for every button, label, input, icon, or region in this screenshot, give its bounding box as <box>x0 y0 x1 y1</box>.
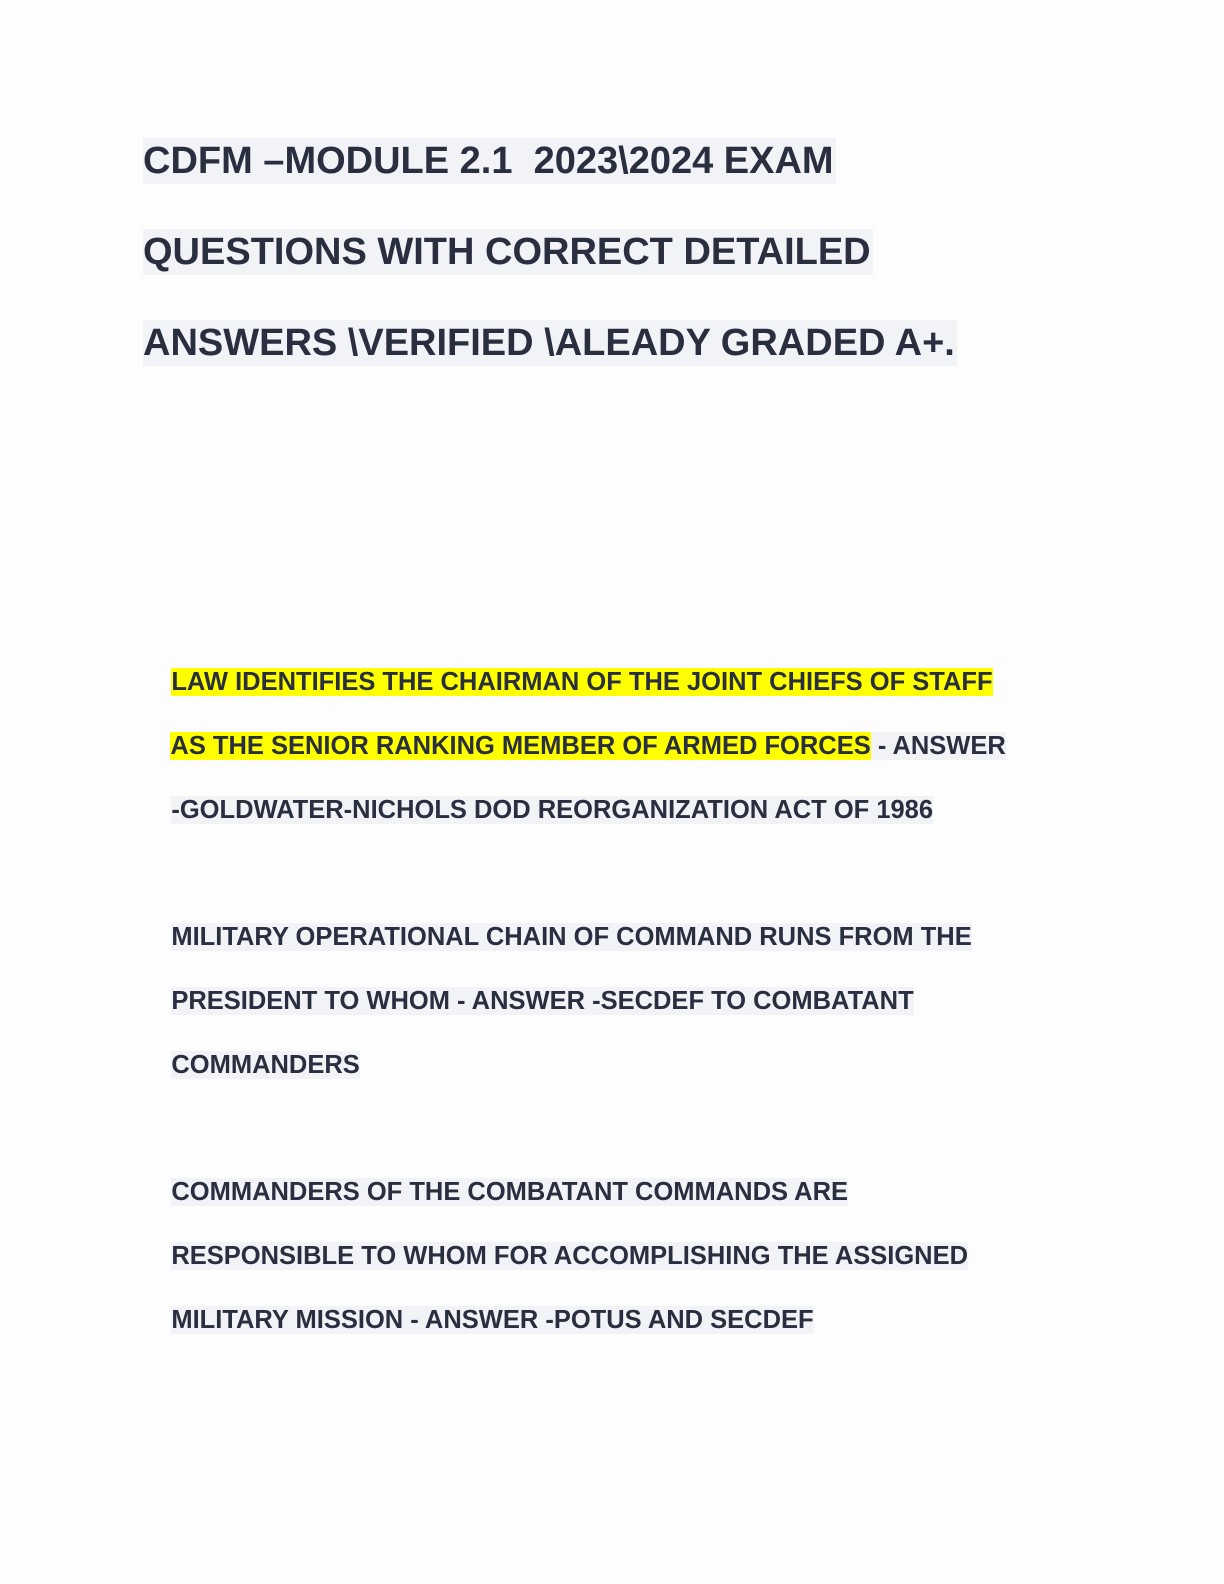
title-line-2: QUESTIONS WITH CORRECT DETAILED <box>143 231 871 273</box>
qa-3-text-1: COMMANDERS OF THE COMBATANT COMMANDS ARE <box>171 1178 848 1206</box>
qa-3-text-2: RESPONSIBLE TO WHOM FOR ACCOMPLISHING THE ASSIGNED <box>171 1242 969 1270</box>
title-line-3: ANSWERS \VERIFIED \ALEADY GRADED A+. <box>143 322 955 364</box>
qa-2-text-2: PRESIDENT TO WHOM - ANSWER -SECDEF TO COMBATANT <box>171 987 914 1015</box>
qa-1-question-highlight-1: LAW IDENTIFIES THE CHAIRMAN OF THE JOINT CHIEFS OF STAFF <box>171 668 993 696</box>
qa-2-line-3 <box>143 1017 360 1113</box>
qa-1-line-3 <box>143 762 933 858</box>
qa-3-text-3: MILITARY MISSION - ANSWER -POTUS AND SECDEF <box>171 1306 814 1334</box>
qa-1-answer: -GOLDWATER-NICHOLS DOD REORGANIZATION ACT OF 1986 <box>171 796 934 824</box>
qa-1-answer-marker: - ANSWER <box>870 732 1006 760</box>
qa-1-question-highlight-2: AS THE SENIOR RANKING MEMBER OF ARMED FORCES <box>170 732 871 760</box>
qa-3-line-3 <box>143 1272 814 1368</box>
qa-2-text-1: MILITARY OPERATIONAL CHAIN OF COMMAND RUNS FROM THE <box>171 923 972 951</box>
qa-2-text-3: COMMANDERS <box>171 1051 360 1079</box>
title-line-1: CDFM –MODULE 2.1 2023\2024 EXAM <box>143 140 834 182</box>
